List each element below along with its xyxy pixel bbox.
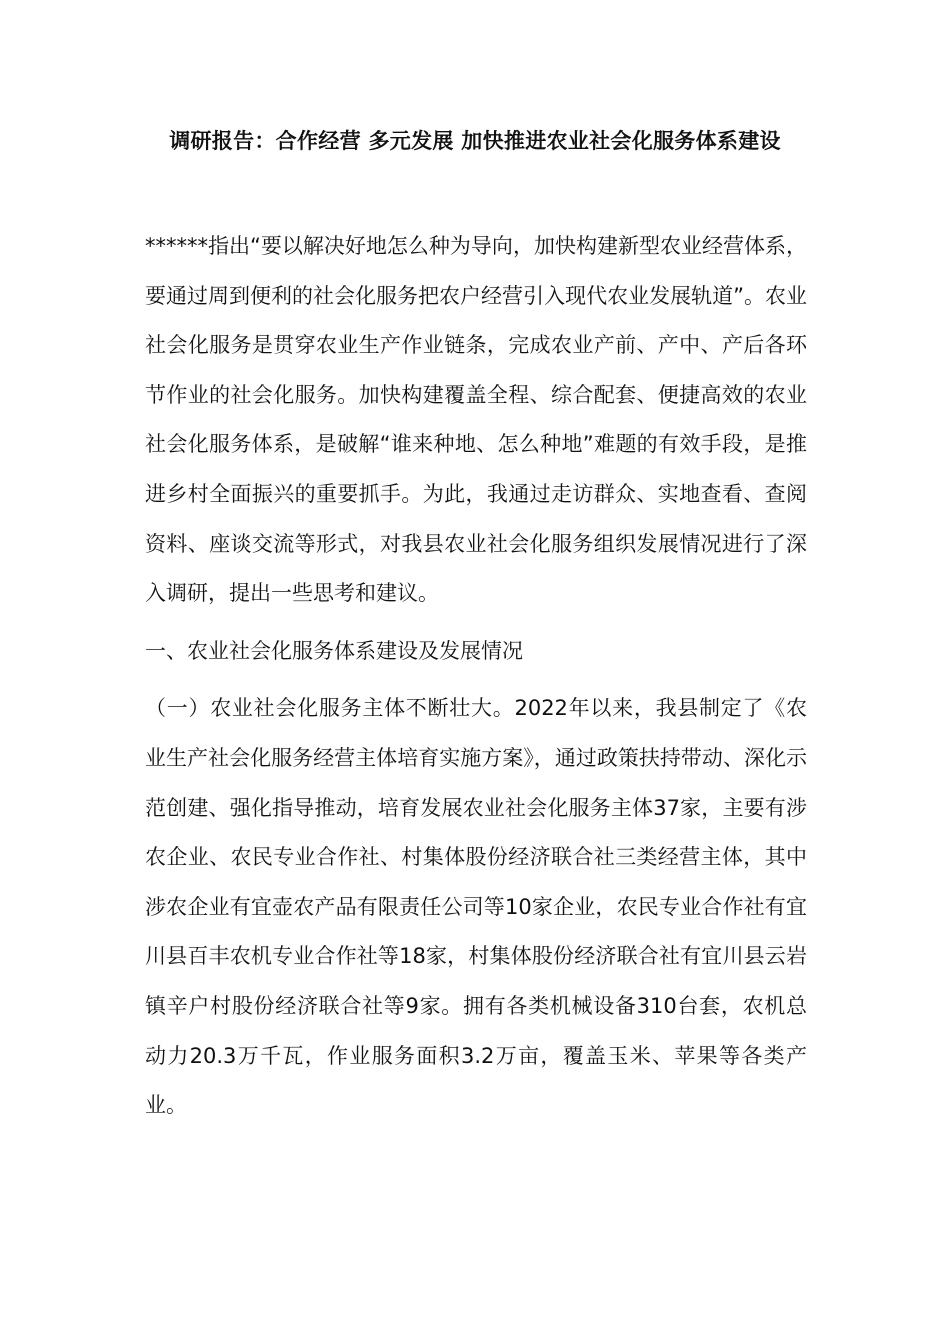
- document-body: [145, 222, 807, 1131]
- section-heading: 一、农业社会化服务体系建设及发展情况: [145, 638, 523, 663]
- document-title: 调研报告：合作经营 多元发展 加快推进农业社会化服务体系建设: [169, 129, 781, 153]
- subsection-paragraph: （一）农业社会化服务主体不断壮大。2022年以来，我县制定了《农业生产社会化服务经营主体培育实施方案》，通过政策扶持带动、深化示范创建、强化指导推动，培育发展农业社会化服务主体37家，主要有涉农企业、农民专业合作社、村集体股份经济联合社三类经营主体，其中涉农企业有宜壶农产品有限责任公司等10家企业，农民专业合作社有宜川县百丰农机专业合作社等18家，村集体股份经济联合社有宜川县云岩镇辛户村股份经济联合社等9家。拥有各类机械设备310台套，农机总动力20.3万千瓦，作业服务面积3.2万亩，覆盖玉米、苹果等各类产业。: [145, 696, 807, 1118]
- intro-paragraph: ******指出“要以解决好地怎么种为导向，加快构建新型农业经营体系，要通过周到便利的社会化服务把农户经营引入现代农业发展轨道”。农业社会化服务是贯穿农业生产作业链条，完成农业产前、产中、产后各环节作业的社会化服务。加快构建覆盖全程、综合配套、便捷高效的农业社会化服务体系，是破解“谁来种地、怎么种地”难题的有效手段，是推进乡村全面振兴的重要抓手。为此，我通过走访群众、实地查看、查阅资料、座谈交流等形式，对我县农业社会化服务组织发展情况进行了深入调研，提出一些思考和建议。: [145, 234, 807, 606]
